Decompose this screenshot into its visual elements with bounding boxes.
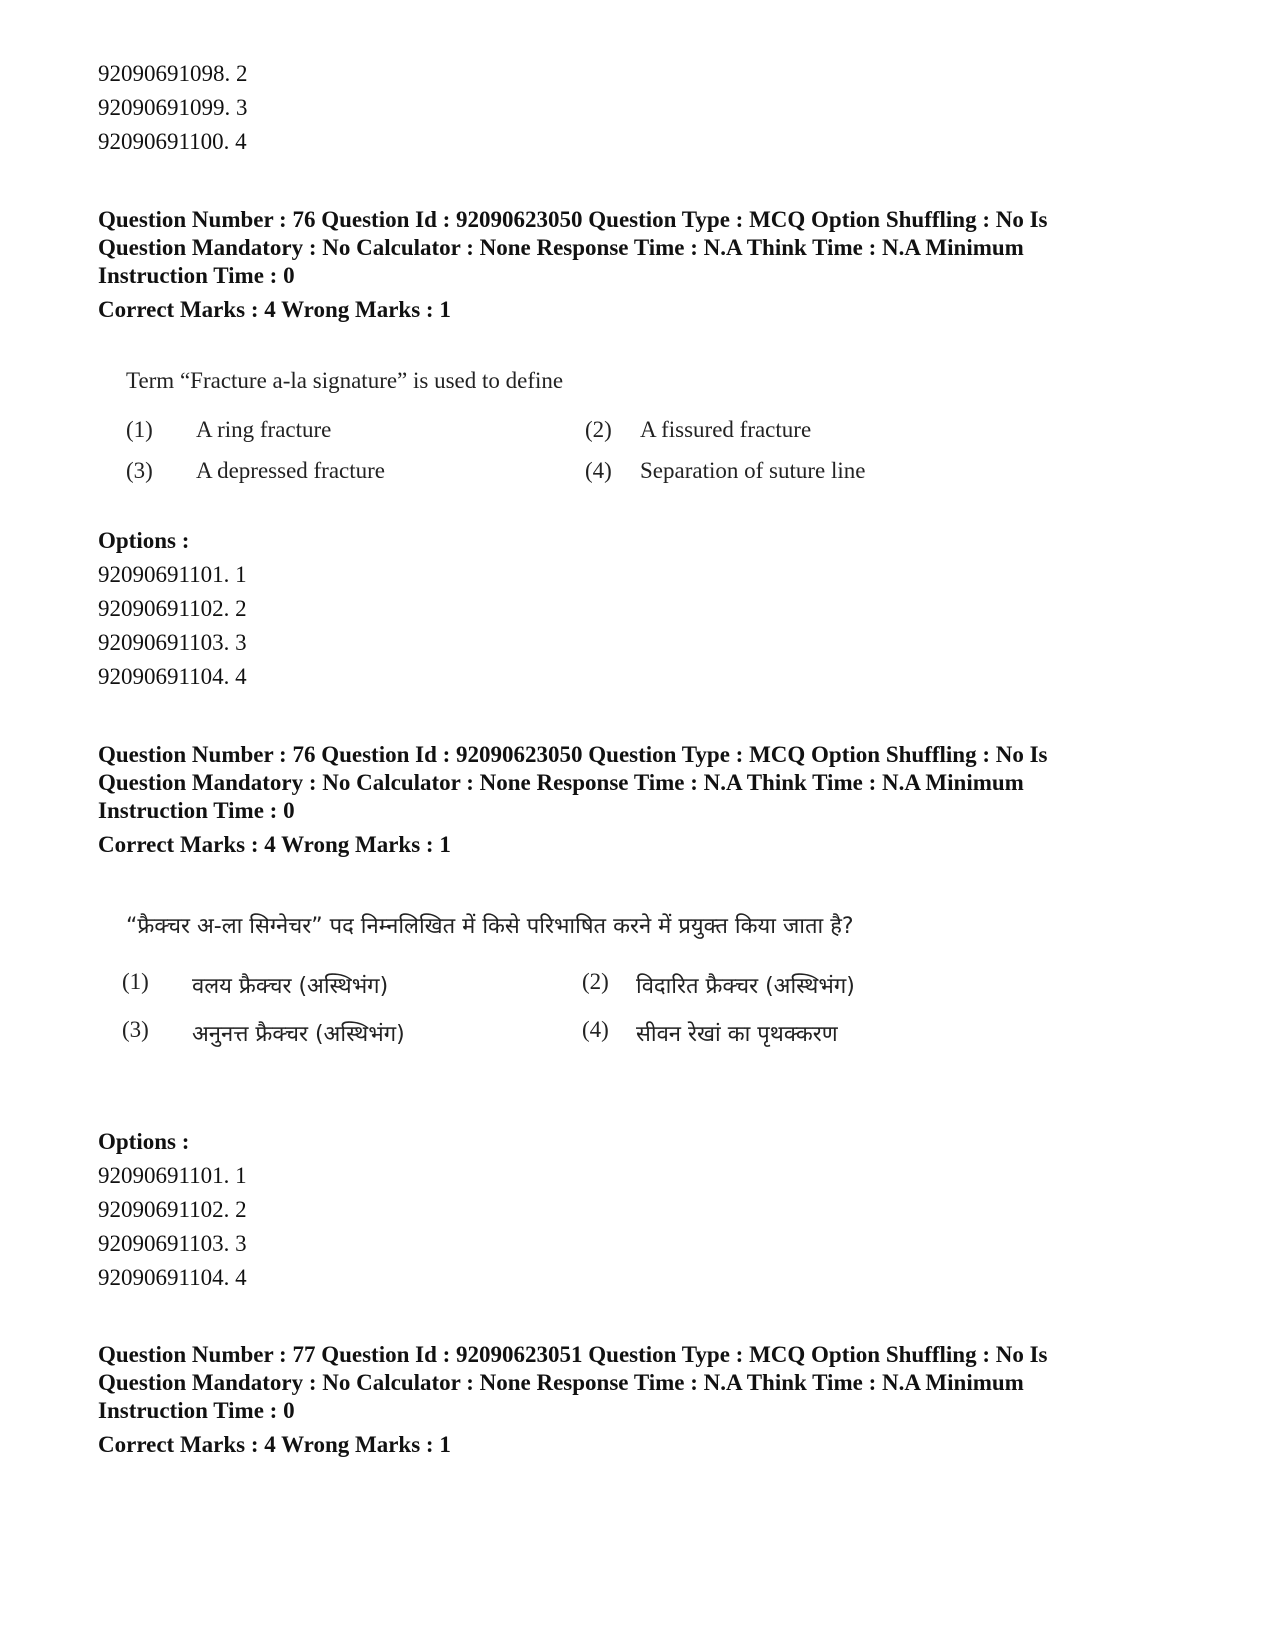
choice-text: अनुनत्त फ्रैक्चर (अस्थिभंग) [192,1022,405,1047]
choice-text: A depressed fracture [196,458,386,483]
choice-number: (1) [126,417,153,442]
marks-line: Correct Marks : 4 Wrong Marks : 1 [98,1432,451,1457]
choice-number: (4) [582,1017,609,1042]
choice-text: Separation of suture line [640,458,866,483]
option-line: 92090691102. 2 [98,596,247,621]
option-line: 92090691098. 2 [98,61,248,86]
option-line: 92090691104. 4 [98,664,247,689]
choice-text: A ring fracture [196,417,332,442]
question-header-line: Question Mandatory : No Calculator : None Response Time : N.A Think Time : N.A Minimum [98,1370,1024,1395]
options-label: Options : [98,1129,190,1154]
choice-text: A fissured fracture [640,417,812,442]
choice-text: वलय फ्रैक्चर (अस्थिभंग) [192,974,389,999]
options-label: Options : [98,528,190,553]
option-line: 92090691101. 1 [98,562,247,587]
option-line: 92090691102. 2 [98,1197,247,1222]
question-stem: “फ्रैक्चर अ-ला सिग्नेचर” पद निम्नलिखित में किसे परिभाषित करने में प्रयुक्त किया जाता है? [126,914,854,939]
option-line: 92090691104. 4 [98,1265,247,1290]
question-header-line: Question Mandatory : No Calculator : None Response Time : N.A Think Time : N.A Minimum [98,770,1024,795]
question-header-line: Question Number : 76 Question Id : 92090623050 Question Type : MCQ Option Shuffling : No Is [98,207,1048,232]
option-line: 92090691101. 1 [98,1163,247,1188]
question-header-line: Question Mandatory : No Calculator : None Response Time : N.A Think Time : N.A Minimum [98,235,1024,260]
choice-number: (2) [582,969,609,994]
option-line: 92090691103. 3 [98,1231,247,1256]
marks-line: Correct Marks : 4 Wrong Marks : 1 [98,832,451,857]
choice-text: सीवन रेखां का पृथक्करण [636,1022,838,1047]
option-line: 92090691099. 3 [98,95,248,120]
question-header-line: Instruction Time : 0 [98,798,295,823]
choice-number: (2) [585,417,612,442]
marks-line: Correct Marks : 4 Wrong Marks : 1 [98,297,451,322]
option-line: 92090691100. 4 [98,129,247,154]
choice-number: (1) [122,969,149,994]
choice-number: (3) [122,1017,149,1042]
choice-number: (3) [126,458,153,483]
question-header-line: Instruction Time : 0 [98,263,295,288]
question-stem: Term “Fracture a-la signature” is used to define [126,368,564,393]
option-line: 92090691103. 3 [98,630,247,655]
question-header-line: Instruction Time : 0 [98,1398,295,1423]
question-header-line: Question Number : 76 Question Id : 92090623050 Question Type : MCQ Option Shuffling : No Is [98,742,1048,767]
question-header-line: Question Number : 77 Question Id : 92090623051 Question Type : MCQ Option Shuffling : No Is [98,1342,1048,1367]
choice-text: विदारित फ्रैक्चर (अस्थिभंग) [636,974,855,999]
choice-number: (4) [585,458,612,483]
